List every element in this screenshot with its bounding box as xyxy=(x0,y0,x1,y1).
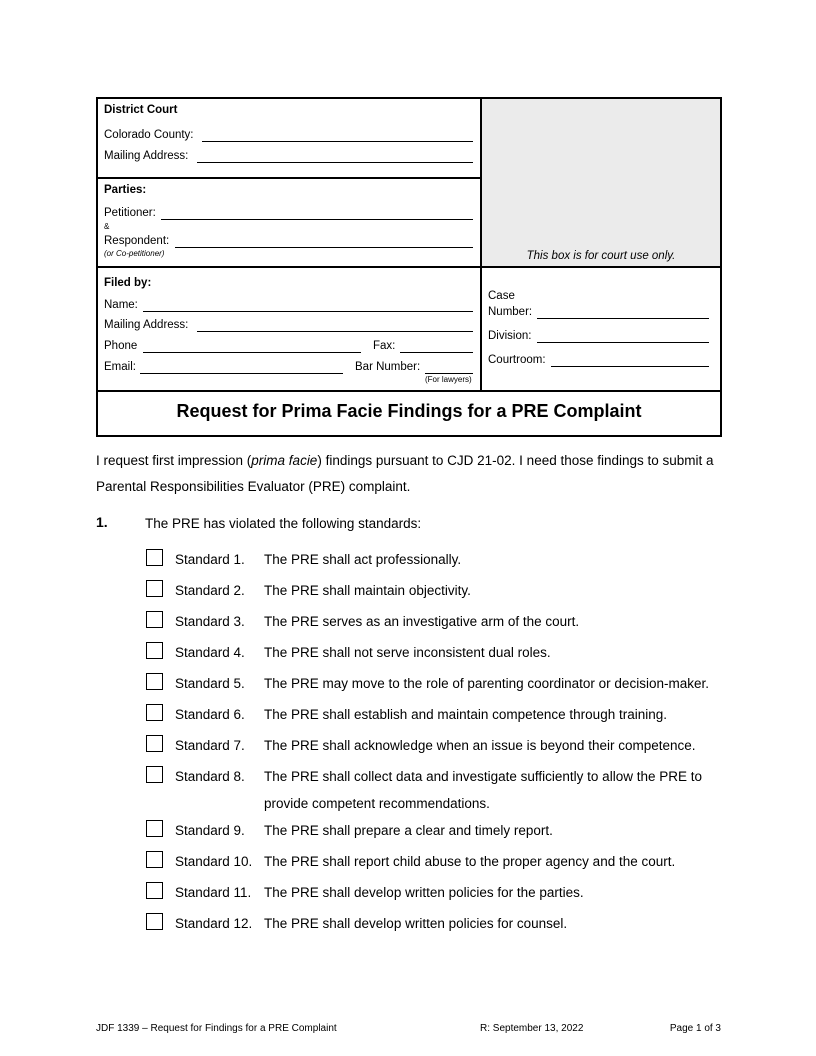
respondent-label: Respondent: xyxy=(104,235,170,247)
name-field[interactable] xyxy=(143,311,473,312)
email-label: Email: xyxy=(104,361,136,373)
standard-4-label: Standard 4. xyxy=(175,645,245,660)
petitioner-label: Petitioner: xyxy=(104,207,156,219)
standard-10-label: Standard 10. xyxy=(175,854,253,869)
phone-field[interactable] xyxy=(143,352,361,353)
standard-7-checkbox[interactable] xyxy=(146,735,163,752)
intro-italic: prima facie xyxy=(251,453,318,468)
fax-label: Fax: xyxy=(373,340,396,352)
standard-12-checkbox[interactable] xyxy=(146,913,163,930)
standard-2-checkbox[interactable] xyxy=(146,580,163,597)
standard-8-checkbox[interactable] xyxy=(146,766,163,783)
standard-2-label: Standard 2. xyxy=(175,583,245,598)
standard-5-checkbox[interactable] xyxy=(146,673,163,690)
standard-3-checkbox[interactable] xyxy=(146,611,163,628)
parties-heading: Parties: xyxy=(104,184,147,196)
fax-field[interactable] xyxy=(400,352,473,353)
standard-10-checkbox[interactable] xyxy=(146,851,163,868)
bar-note: (For lawyers) xyxy=(425,375,472,384)
court-use-note: This box is for court use only. xyxy=(526,250,676,262)
footer-revision: R: September 13, 2022 xyxy=(480,1023,584,1034)
county-field[interactable] xyxy=(202,141,473,142)
filer-mailing-field[interactable] xyxy=(197,331,473,332)
respondent-field[interactable] xyxy=(175,247,473,248)
standard-8-text: The PRE shall collect data and investigate sufficiently to allow the PRE to xyxy=(264,769,702,784)
filed-by-heading: Filed by: xyxy=(104,277,152,289)
respondent-note: (or Co-petitioner) xyxy=(104,249,165,258)
intro-paragraph xyxy=(96,448,726,500)
standard-9-text: The PRE shall prepare a clear and timely report. xyxy=(264,823,553,838)
standard-12-text: The PRE shall develop written policies for counsel. xyxy=(264,916,568,931)
standard-6-text: The PRE shall establish and maintain competence through training. xyxy=(264,707,667,722)
phone-label: Phone xyxy=(104,340,138,352)
standard-5-label: Standard 5. xyxy=(175,676,245,691)
filer-mailing-label: Mailing Address: xyxy=(104,319,189,331)
standard-6-checkbox[interactable] xyxy=(146,704,163,721)
standard-4-text: The PRE shall not serve inconsistent dual roles. xyxy=(264,645,551,660)
section-text: The PRE has violated the following standards: xyxy=(145,516,422,531)
footer-page-number: Page 1 of 3 xyxy=(669,1023,721,1034)
intro-part1: I request first impression ( xyxy=(96,453,252,468)
standard-3-label: Standard 3. xyxy=(175,614,245,629)
case-label: Case xyxy=(488,290,515,302)
standard-11-label: Standard 11. xyxy=(175,885,252,900)
standard-5-text: The PRE may move to the role of parenting coordinator or decision-maker. xyxy=(264,676,709,691)
standard-7-text: The PRE shall acknowledge when an issue is beyond their competence. xyxy=(264,738,696,753)
email-field[interactable] xyxy=(140,373,343,374)
division-field[interactable] xyxy=(537,342,709,343)
standard-8-text-continued: provide competent recommendations. xyxy=(264,796,490,811)
petitioner-field[interactable] xyxy=(161,219,473,220)
standard-1-label: Standard 1. xyxy=(175,552,245,567)
standard-3-text: The PRE serves as an investigative arm of the court. xyxy=(264,614,580,629)
standard-12-label: Standard 12. xyxy=(175,916,253,931)
county-label: Colorado County: xyxy=(104,129,194,141)
form-title: Request for Prima Facie Findings for a PRE Complaint xyxy=(176,401,642,421)
standard-10-text: The PRE shall report child abuse to the proper agency and the court. xyxy=(264,854,676,869)
standard-1-text: The PRE shall act professionally. xyxy=(264,552,462,567)
courtroom-label: Courtroom: xyxy=(488,354,546,366)
court-heading: District Court xyxy=(104,104,178,116)
intro-part2: ) findings pursuant to CJD 21-02. I need those findings to submit a Parental Responsibilities Evaluator (PRE) complaint. xyxy=(96,453,714,494)
standard-9-label: Standard 9. xyxy=(175,823,245,838)
case-number-label: Number: xyxy=(488,306,533,318)
court-use-box xyxy=(480,97,722,268)
name-label: Name: xyxy=(104,299,138,311)
bar-number-label: Bar Number: xyxy=(355,361,421,373)
standard-11-checkbox[interactable] xyxy=(146,882,163,899)
bar-number-field[interactable] xyxy=(425,373,473,374)
courtroom-field[interactable] xyxy=(551,366,709,367)
court-mailing-field[interactable] xyxy=(197,162,473,163)
ampersand: & xyxy=(104,222,110,231)
case-number-field[interactable] xyxy=(537,318,709,319)
case-box xyxy=(480,266,722,392)
standard-4-checkbox[interactable] xyxy=(146,642,163,659)
standard-6-label: Standard 6. xyxy=(175,707,245,722)
standard-1-checkbox[interactable] xyxy=(146,549,163,566)
footer-form-id: JDF 1339 – Request for Findings for a PRE Complaint xyxy=(96,1023,337,1034)
section-number: 1. xyxy=(96,514,108,530)
standard-7-label: Standard 7. xyxy=(175,738,245,753)
division-label: Division: xyxy=(488,330,532,342)
standard-9-checkbox[interactable] xyxy=(146,820,163,837)
standard-2-text: The PRE shall maintain objectivity. xyxy=(264,583,471,598)
court-mailing-label: Mailing Address: xyxy=(104,150,189,162)
standard-8-label: Standard 8. xyxy=(175,769,245,784)
standard-11-text: The PRE shall develop written policies for the parties. xyxy=(264,885,584,900)
